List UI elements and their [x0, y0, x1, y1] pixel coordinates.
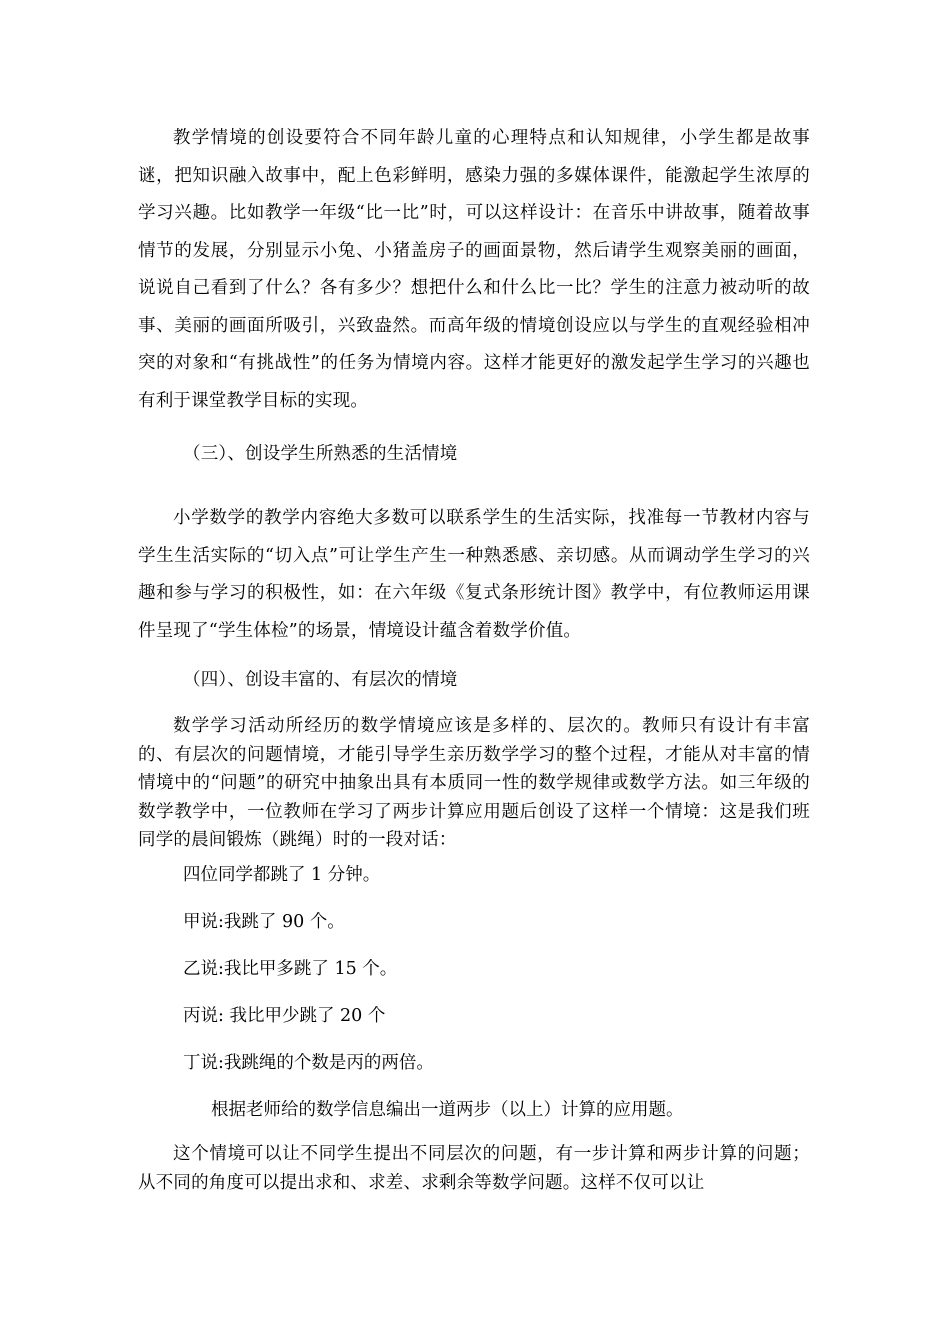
- paragraph-life-context: 小学数学的教学内容绝大多数可以联系学生的生活实际，找准每一节教材内容与学生生活实际的“切入点”可让学生产生一种熟悉感、亲切感。从而调动学生学习的兴趣和参与学习的积极性，如：在六年级《复式条形统计图》教学中，有位教师运用课件呈现了“学生体检”的场景，情境设计蕴含着数学价值。: [138, 508, 810, 641]
- dialogue-line-jia: 甲说:我跳了 90 个。: [183, 912, 345, 932]
- paragraph-layered-context: 数学学习活动所经历的数学情境应该是多样的、层次的。教师只有设计有丰富的、有层次的问题情境，才能引导学生亲历数学学习的整个过程，才能从对丰富的情情境中的“问题”的研究中抽象出具有本质同一性的数学规律或数学方法。如三年级的数学教学中，一位教师在学习了两步计算应用题后创设了这样一个情境：这是我们班同学的晨间锻炼（跳绳）时的一段对话：: [138, 716, 810, 850]
- dialogue-line-bing: 丙说: 我比甲少跳了 20 个: [183, 1006, 386, 1026]
- section-heading-3: （三）、创设学生所熟悉的生活情境: [183, 444, 458, 464]
- dialogue-line-intro: 四位同学都跳了 1 分钟。: [183, 865, 381, 885]
- paragraph-story-context: 教学情境的创设要符合不同年龄儿童的心理特点和认知规律，小学生都是故事谜，把知识融入故事中，配上色彩鲜明，感染力强的多媒体课件，能激起学生浓厚的学习兴趣。比如教学一年级“比一比”时，可以这样设计：在音乐中讲故事，随着故事情节的发展，分别显示小兔、小猪盖房子的画面景物，然后请学生观察美丽的画面，说说自己看到了什么？各有多少？想把什么和什么比一比？学生的注意力被动听的故事、美丽的画面所吸引，兴致盎然。而高年级的情境创设应以与学生的直观经验相冲突的对象和“有挑战性”的任务为情境内容。这样才能更好的激发起学生学习的兴趣也有利于课堂教学目标的实现。: [138, 128, 810, 411]
- task-instruction: 根据老师给的数学信息编出一道两步（以上）计算的应用题。: [211, 1100, 684, 1120]
- paragraph-conclusion: 这个情境可以让不同学生提出不同层次的问题，有一步计算和两步计算的问题；从不同的角度可以提出求和、求差、求剩余等数学问题。这样不仅可以让: [138, 1144, 810, 1193]
- dialogue-line-yi: 乙说:我比甲多跳了 15 个。: [183, 959, 398, 979]
- dialogue-line-ding: 丁说:我跳绳的个数是丙的两倍。: [183, 1053, 434, 1073]
- section-heading-4: （四）、创设丰富的、有层次的情境: [183, 670, 458, 690]
